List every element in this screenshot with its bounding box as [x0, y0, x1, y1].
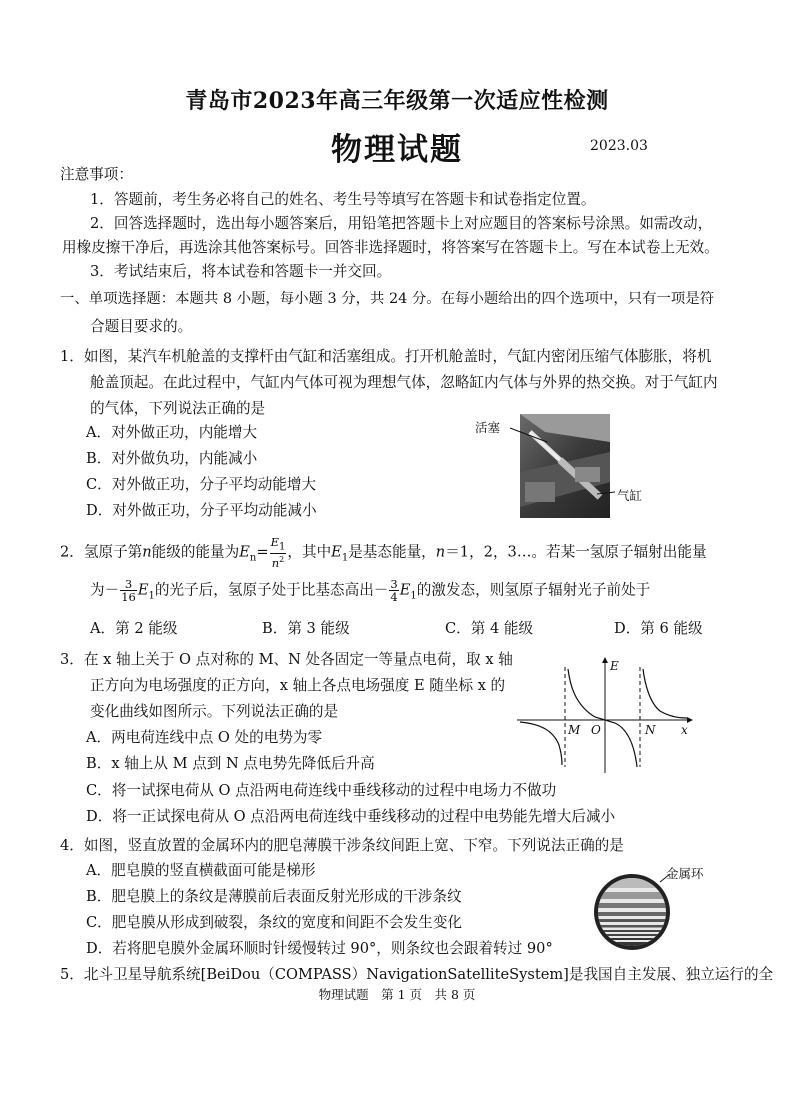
q3-stem-line2: 正方向为电场强度的正方向，x 轴上各点电场强度 E 随坐标 x 的 — [90, 677, 506, 694]
q4-option-c: C．肥皂膜从形成到破裂，条纹的宽度和间距不会发生变化 — [86, 914, 463, 931]
q1-figure — [475, 412, 665, 522]
q2-text: 能级的能量为 — [151, 543, 240, 561]
notice-item-2-line2: 用橡皮擦干净后，再选涂其他答案标号。回答非选择题时，将答案写在答题卡上。写在本试卷上无效。 — [62, 239, 719, 256]
q1-label-cylinder: 气缸 — [617, 488, 643, 503]
efield-graph — [515, 655, 695, 775]
q2-frac-num-sub: 1 — [279, 541, 286, 553]
q4-option-a: A．肥皂膜的竖直横截面可能是梯形 — [86, 862, 316, 879]
q3-stem-line1: 3．在 x 轴上关于 O 点对称的 M、N 处各固定一等量点电荷，取 x 轴 — [60, 651, 513, 668]
q2-option-b: B．第 3 能级 — [262, 620, 350, 637]
notice-item-3: 3．考试结束后，将本试卷和答题卡一并交回。 — [90, 263, 392, 280]
q2-text: ＝1，2，3…。若某一氢原子辐射出能量 — [445, 543, 707, 561]
section-heading-line2: 合题目要求的。 — [90, 318, 193, 335]
q1-option-d: D．对外做正功，分子平均动能减小 — [86, 502, 317, 519]
q2-fraction-3-16 — [120, 578, 137, 603]
y-axis-arrow — [602, 657, 608, 663]
page-footer: 物理试题 第 1 页 共 8 页 — [318, 987, 476, 1002]
exam-date: 2023.03 — [590, 138, 648, 154]
q1-option-b: B．对外做负功，内能减小 — [86, 450, 258, 467]
q2-frac3-den: 4 — [390, 590, 398, 604]
q2-sub: 1 — [341, 552, 349, 564]
q3-option-b: B．x 轴上从 M 点到 N 点电势先降低后升高 — [86, 755, 375, 772]
q3-label-x: x — [681, 723, 688, 737]
q2-var: E — [239, 543, 250, 561]
q2-text: 是基态能量， — [348, 543, 436, 561]
q4-label-ring: 金属环 — [666, 866, 704, 881]
q1-option-c: C．对外做正功，分子平均动能增大 — [86, 476, 317, 493]
q2-frac-den-sup: 2 — [279, 555, 285, 565]
curve-left — [520, 722, 562, 765]
q3-label-E: E — [610, 659, 619, 673]
car-hood-strut-photo — [475, 412, 665, 522]
q3-label-O: O — [591, 723, 601, 737]
notice-item-2-line1: 2．回答选择题时，选出每小题答案后，用铅笔把答题卡上对应题目的答案标号涂黑。如需改动， — [90, 215, 713, 232]
q2-text: ，其中 — [287, 543, 332, 561]
section-heading-line1: 一、单项选择题：本题共 8 小题，每小题 3 分，共 24 分。在每小题给出的四个选项中，只有一项是符 — [60, 291, 715, 307]
q2-frac3-num: 3 — [390, 577, 398, 591]
q2-stem-line1 — [60, 536, 707, 569]
q4-option-b: B．肥皂膜上的条纹是薄膜前后表面反射光形成的干涉条纹 — [86, 888, 462, 905]
q3-stem-line3: 变化曲线如图所示。下列说法正确的是 — [90, 703, 339, 720]
q2-frac-den: n — [271, 556, 280, 571]
q5-stem-line1: 5．北斗卫星导航系统[BeiDou（COMPASS）NavigationSatelliteSystem]是我国自主发展、独立运行的全 — [60, 966, 774, 983]
q2-var: n — [435, 543, 446, 561]
q4-option-d: D．若将肥皂膜外金属环顺时针缓慢转过 90°，则条纹也会跟着转过 90° — [86, 940, 553, 957]
q3-label-M: M — [568, 723, 581, 737]
q2-text: 的激发态，则氢原子辐射光子前处于 — [416, 581, 651, 599]
q2-sub: n — [249, 552, 257, 564]
q2-text: 为－ — [90, 581, 120, 599]
q2-text: 2．氢原子第 — [60, 543, 143, 561]
q2-stem-line2 — [90, 578, 650, 603]
q2-option-c: C．第 4 能级 — [445, 620, 534, 637]
q1-stem-line1: 1．如图，某汽车机舱盖的支撑杆由气缸和活塞组成。打开机舱盖时，气缸内密闭压缩气体膨胀，将机 — [60, 348, 712, 365]
q2-text: = — [256, 543, 269, 561]
q3-option-c: C．将一试探电荷从 O 点沿两电荷连线中垂线移动的过程中电场力不做功 — [86, 782, 557, 799]
curve-right — [643, 669, 687, 718]
q2-sub: 1 — [148, 590, 155, 602]
q2-option-d: D．第 6 能级 — [614, 620, 703, 637]
q3-option-a: A．两电荷连线中点 O 处的电势为零 — [86, 729, 323, 746]
notice-item-1: 1．答题前，考生务必将自己的姓名、考生号等填写在答题卡和试卷指定位置。 — [90, 191, 596, 208]
q3-option-d: D．将一正试探电荷从 O 点沿两电荷连线中垂线移动的过程中电势能先增大后减小 — [86, 808, 616, 825]
notice-heading: 注意事项： — [60, 166, 133, 183]
q4-stem-line1: 4．如图，竖直放置的金属环内的肥皂薄膜干涉条纹间距上宽、下窄。下列说法正确的是 — [60, 837, 624, 854]
q3-label-N: N — [645, 723, 656, 737]
q2-fraction — [270, 536, 287, 569]
q2-frac2-num: 3 — [120, 578, 137, 591]
q2-sub: 1 — [410, 590, 417, 602]
q2-option-a: A．第 2 能级 — [90, 620, 178, 637]
q1-stem-line2: 舱盖顶起。在此过程中，气缸内气体可视为理想气体，忽略缸内气体与外界的热交换。对于气缸内 — [90, 374, 718, 391]
q2-frac-num: E — [270, 535, 279, 549]
q1-stem-line3: 的气体，下列说法正确的是 — [90, 400, 266, 417]
q2-var: E — [399, 581, 411, 599]
q1-label-piston: 活塞 — [475, 420, 501, 435]
q2-var: n — [142, 543, 152, 561]
subject-title: 物理试题 — [331, 132, 463, 168]
q2-text: 的光子后，氢原子处于比基态高出－ — [154, 581, 389, 599]
curve-middle — [568, 669, 637, 767]
q2-frac2-den: 16 — [121, 590, 136, 604]
q4-figure — [590, 860, 704, 960]
q2-var: E — [331, 543, 342, 561]
q1-option-a: A．对外做正功，内能增大 — [86, 424, 258, 441]
q2-fraction-3-4 — [389, 578, 398, 603]
q3-figure — [515, 655, 695, 775]
q2-var: E — [137, 581, 149, 599]
exam-title: 青岛市2023年高三年级第一次适应性检测 — [185, 88, 609, 114]
